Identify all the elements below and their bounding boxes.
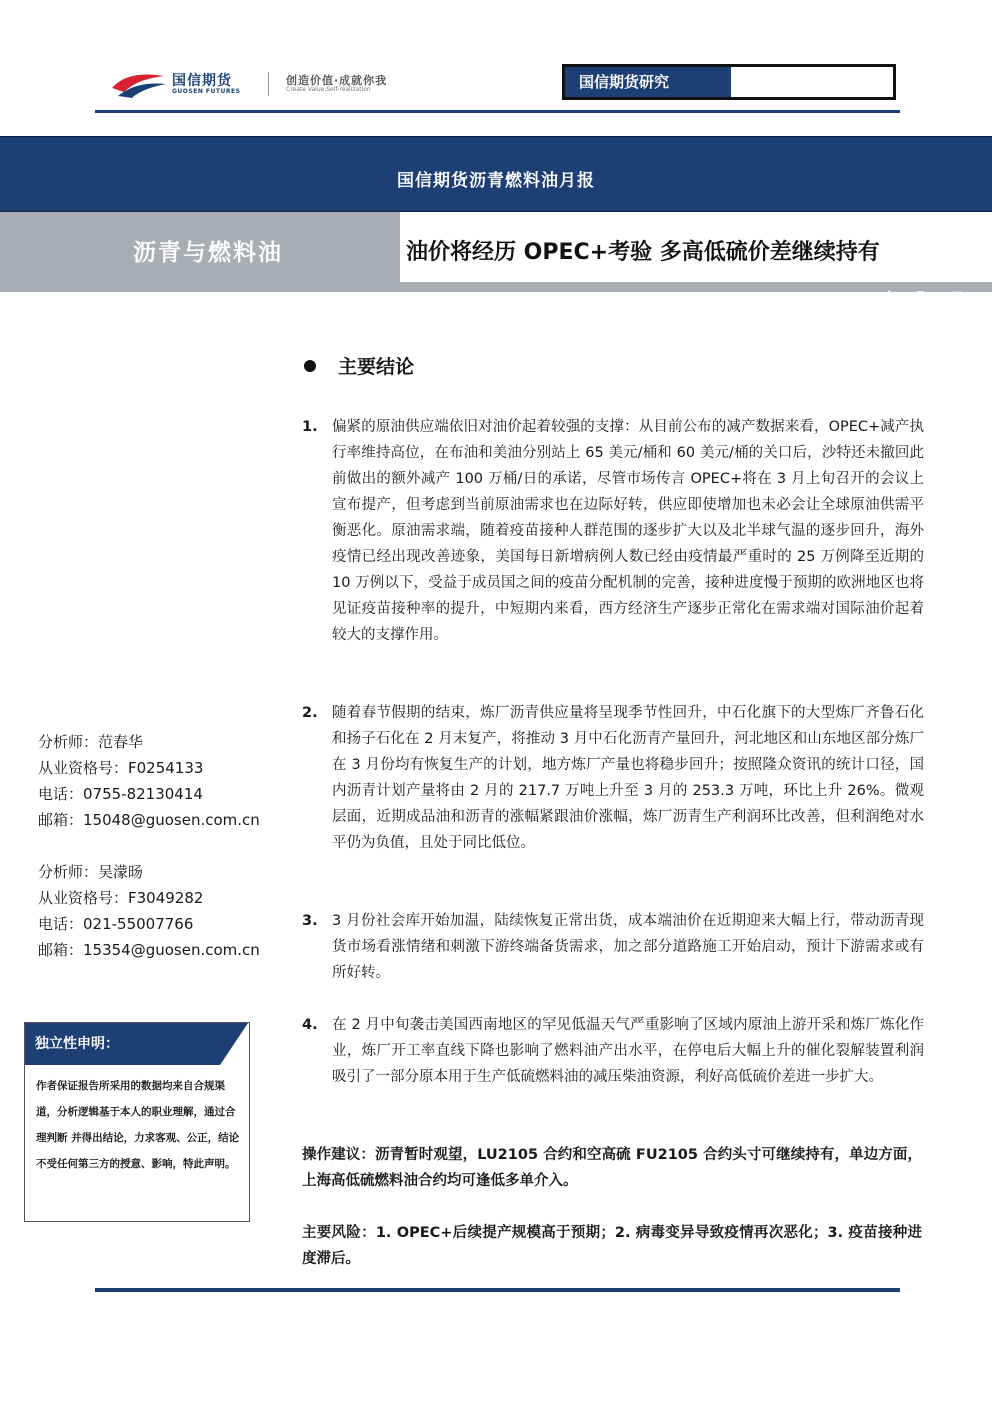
analyst-card: [38, 729, 260, 833]
conclusion-item: [302, 700, 924, 856]
header-rule: [95, 110, 900, 113]
analyst-name: 分析师：吴濛旸: [38, 863, 144, 881]
research-label: 国信期货研究: [565, 67, 731, 97]
analyst-cert: 从业资格号：F3049282: [38, 889, 204, 907]
bullet-icon: [304, 360, 316, 372]
slogan-en: Create Value,Self-realization: [286, 86, 371, 93]
logo-divider: [268, 72, 269, 96]
conclusion-item: [302, 908, 924, 986]
item-text: 偏紧的原油供应端依旧对油价起着较强的支撑：从目前公布的减产数据来看，OPEC+减产执行率维持高位，在布油和美油分别站上 65 美元/桶和 60 美元/桶的关口后，沙特还未撤回此前做出的额外减产 100 万桶/日的承诺，尽管市场传言 OPEC+将在 3 月上旬召开的会议上宣布提产，但考虑到当前原油需求也在边际好转，供应即使增加也未必会让全球原油供需平衡恶化。原油需求端，随着疫苗接种人群范围的逐步扩大以及北半球气温的逐步回升，海外疫情已经出现改善迹象，美国每日新增病例人数已经由疫情最严重时的 25 万例降至近期的 10 万例以下，受益于成员国之间的疫苗分配机制的完善，接种进度慢于预期的欧洲地区也将见证疫苗接种率的提升，中短期内来看，西方经济生产逐步正常化在需求端对国际油价起着较大的支撑作用。: [332, 419, 924, 643]
analyst-cert: 从业资格号：F0254133: [38, 759, 204, 777]
statement-body: 作者保证报告所采用的数据均来自合规渠道，分析逻辑基于本人的职业理解，通过合理判断 并得出结论，力求客观、公正，结论不受任何第三方的授意、影响，特此声明。: [36, 1080, 240, 1170]
operation-advice: 操作建议：沥青暂时观望，LU2105 合约和空高硫 FU2105 合约头寸可继续持有，单边方面，上海高低硫燃料油合约均可逢低多单介入。: [302, 1147, 922, 1189]
footer-rule: [95, 1288, 900, 1292]
statement-title: 独立性申明：: [25, 1023, 220, 1065]
slogan-cn: 创造价值·成就你我: [286, 74, 388, 87]
report-headline: 油价将经历 OPEC+考验 多高低硫价差继续持有: [406, 240, 880, 265]
item-number: 3.: [302, 913, 318, 929]
guosen-logo-icon: [110, 70, 168, 100]
item-text: 随着春节假期的结束，炼厂沥青供应量将呈现季节性回升，中石化旗下的大型炼厂齐鲁石化和扬子石化在 2 月末复产，将推动 3 月中石化沥青产量回升，河北地区和山东地区部分炼厂在 3 月份均有恢复生产的计划，地方炼厂产量也将稳步回升；按照隆众资讯的统计口径，国内沥青计划产量将由 2 月的 217.7 万吨上升至 3 月的 253.3 万吨，环比上升 26%。微观层面，近期成品油和沥青的涨幅紧跟油价涨幅，炼厂沥青生产利润环比改善，但利润绝对水平仍为负值，且处于同比低位。: [332, 705, 924, 851]
item-number: 4.: [302, 1017, 318, 1033]
item-number: 1.: [302, 419, 318, 435]
analyst-email: 邮箱：15354@guosen.com.cn: [38, 941, 260, 959]
item-number: 2.: [302, 705, 318, 721]
sector-title: 沥青与燃料油: [133, 240, 283, 266]
analyst-phone: 电话：0755-82130414: [38, 785, 203, 803]
analyst-name: 分析师：范春华: [38, 733, 144, 751]
main-risks: 主要风险：1. OPEC+后续提产规模高于预期；2. 病毒变异导致疫情再次恶化；3. 疫苗接种进度滞后。: [302, 1225, 922, 1267]
conclusion-item: [302, 1012, 924, 1090]
analyst-card: [38, 859, 260, 963]
conclusion-item: [302, 414, 924, 648]
section-title: 主要结论: [338, 356, 415, 378]
item-text: 在 2 月中旬袭击美国西南地区的罕见低温天气严重影响了区域内原油上游开采和炼厂炼化作业，炼厂开工率直线下降也影响了燃料油产出水平，在停电后大幅上升的催化裂解装置利润吸引了一部分原本用于生产低硫燃料油的减压柴油资源，利好高低硫价差进一步扩大。: [332, 1017, 924, 1085]
item-text: 3 月份社会库开始加温，陆续恢复正常出货，成本端油价在近期迎来大幅上行，带动沥青现货市场看涨情绪和刺激下游终端备货需求，加之部分道路施工开始启动，预计下游需求或有所好转。: [332, 913, 924, 981]
report-date: 2021 年 2 月 28 日: [848, 290, 964, 304]
report-name: 国信期货沥青燃料油月报: [397, 171, 595, 191]
statement-title-corner: [220, 1023, 248, 1065]
analyst-email: 邮箱：15048@guosen.com.cn: [38, 811, 260, 829]
company-name-cn: 国信期货: [172, 73, 232, 89]
analyst-phone: 电话：021-55007766: [38, 915, 194, 933]
company-name-en: GUOSEN FUTURES: [172, 88, 241, 95]
